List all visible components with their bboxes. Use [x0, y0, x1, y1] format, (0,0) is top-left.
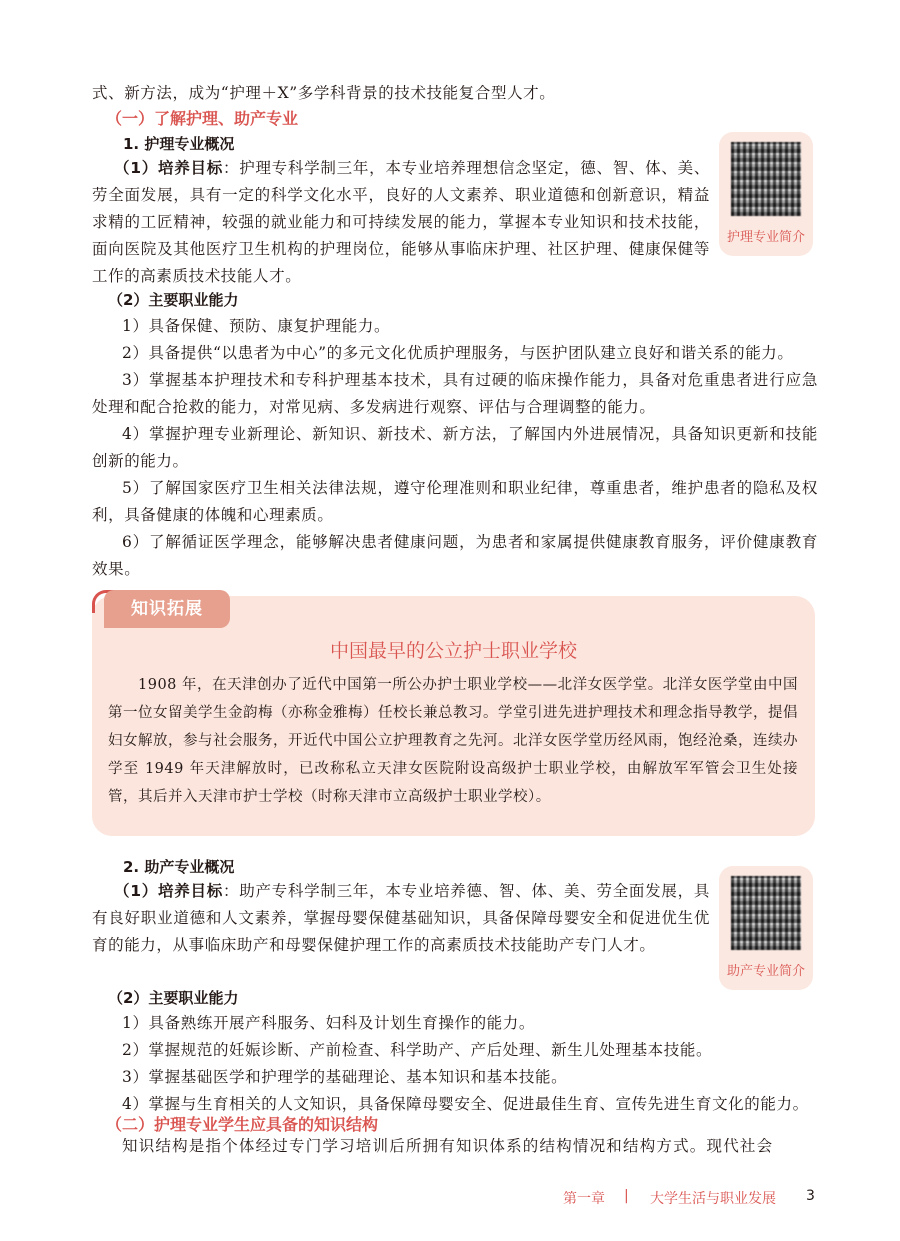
- list-item: 2）掌握规范的妊娠诊断、产前检查、科学助产、产后处理、新生儿处理基本技能。: [122, 1041, 713, 1059]
- midwifery-ability-title: （2）主要职业能力: [108, 989, 239, 1007]
- footer-separator: |: [624, 1188, 629, 1204]
- list-item: 5）了解国家医疗卫生相关法律法规，遵守伦理准则和职业纪律，尊重患者，维护患者的隐私及权利，具备健康的体魄和心理素质。: [92, 479, 818, 524]
- nursing-qr-card[interactable]: [719, 132, 813, 256]
- knowledge-box-title: 中国最早的公立护士职业学校: [329, 640, 577, 662]
- page-number: 3: [806, 1188, 815, 1204]
- list-item: 3）掌握基本护理技术和专科护理基本技术，具有过硬的临床操作能力，具备对危重患者进行应急处理和配合抢救的能力，对常见病、多发病进行观察、评估与合理调整的能力。: [92, 371, 818, 416]
- list-item: 3）掌握基础医学和护理学的基础理论、基本知识和基本技能。: [122, 1068, 568, 1086]
- list-item: 4）掌握与生育相关的人文知识，具备保障母婴安全、促进最佳生育、宣传先进生育文化的能力。: [122, 1095, 809, 1113]
- list-item: 2）具备提供“以患者为中心”的多元文化优质护理服务，与医护团队建立良好和谐关系的能力。: [122, 344, 794, 362]
- nursing-ability-title: （2）主要职业能力: [108, 291, 239, 309]
- footer-chapter: 第一章: [563, 1191, 605, 1207]
- midwifery-qr-card[interactable]: [719, 866, 813, 990]
- qr-code-icon[interactable]: [731, 876, 801, 950]
- nursing-goal-text: ：护理专科学制三年，本专业培养理想信念坚定，德、智、体、美、劳全面发展，具有一定的科学文化水平，良好的人文素养、职业道德和创新意识，精益求精的工匠精神，较强的就业能力和可持续发展的能力，掌握本专业知识和技术技能，面向医院及其他医疗卫生机构的护理岗位，能够从事临床护理、社区护理、健康保健等工作的高素质技术技能人才。: [92, 159, 710, 285]
- nursing-qr-label[interactable]: 护理专业简介: [726, 230, 805, 245]
- section-heading-2: （二）护理专业学生应具备的知识结构: [106, 1115, 379, 1134]
- section-heading-1: （一）了解护理、助产专业: [106, 109, 299, 128]
- qr-code-icon[interactable]: [731, 142, 801, 216]
- midwifery-qr-label[interactable]: 助产专业简介: [726, 964, 805, 979]
- list-item: 4）掌握护理专业新理论、新知识、新技术、新方法，了解国内外进展情况，具备知识更新和技能创新的能力。: [92, 425, 818, 470]
- list-item: 6）了解循证医学理念，能够解决患者健康问题，为患者和家属提供健康教育服务，评价健康教育效果。: [92, 533, 818, 578]
- nursing-goal-lead: （1）培养目标: [114, 159, 223, 177]
- nursing-abilities-list: [92, 313, 818, 583]
- list-item: 1）具备熟练开展产科服务、妇科及计划生育操作的能力。: [122, 1014, 535, 1032]
- midwifery-goal-text: ：助产专科学制三年，本专业培养德、智、体、美、劳全面发展，具有良好职业道德和人文素养，掌握母婴保健基础知识，具备保障母婴安全和促进优生优育的能力，从事临床助产和母婴保健护理工作的高素质技术技能助产专门人才。: [92, 882, 710, 954]
- footer-chapter-title: 大学生活与职业发展: [650, 1191, 776, 1207]
- intro-line: 式、新方法，成为“护理＋X”多学科背景的技术技能复合型人才。: [92, 84, 556, 102]
- midwifery-goal-lead: （1）培养目标: [114, 882, 223, 900]
- nursing-goal-paragraph: [92, 155, 710, 290]
- list-item: 1）具备保健、预防、康复护理能力。: [122, 317, 391, 335]
- midwifery-overview-title: 2. 助产专业概况: [123, 858, 235, 876]
- midwifery-goal-paragraph: [92, 878, 710, 959]
- knowledge-box-body: 1908 年，在天津创办了近代中国第一所公办护士职业学校——北洋女医学堂。北洋女医学堂由中国第一位女留美学生金韵梅（亦称金雅梅）任校长兼总教习。学堂引进先进护理技术和理念指导教学，提倡妇女解放，参与社会服务，开近代中国公立护理教育之先河。北洋女医学堂历经风雨，饱经沧桑，连续办学至 1949 年天津解放时，已改称私立天津女医院附设高级护士职业学校，由解放军军管会卫生处接管，其后并入天津市护士学校（时称天津市立高级护士职业学校）。: [108, 677, 798, 805]
- nursing-overview-title: 1. 护理专业概况: [123, 135, 235, 153]
- midwifery-abilities-list: [92, 1010, 818, 1118]
- knowledge-extension-tab: 知识拓展: [104, 590, 230, 628]
- section2-first-line: 知识结构是指个体经过专门学习培训后所拥有知识体系的结构情况和结构方式。现代社会: [122, 1137, 774, 1155]
